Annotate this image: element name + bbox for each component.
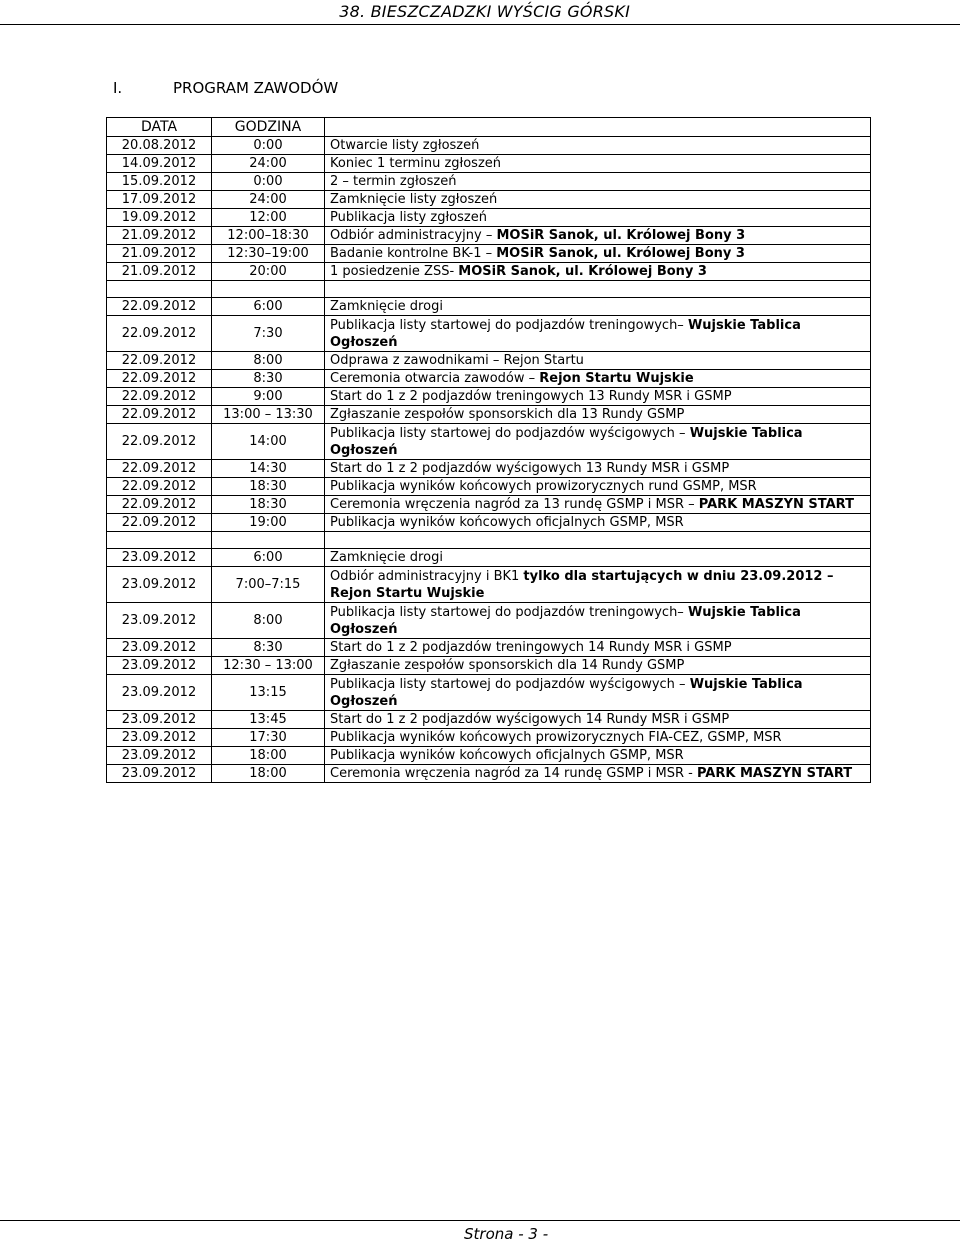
- document-header-title: 38. BIESZCZADZKI WYŚCIG GÓRSKI: [339, 2, 630, 21]
- date-cell: 22.09.2012: [107, 370, 212, 388]
- time-cell: 19:00: [212, 514, 325, 532]
- table-row: [107, 370, 871, 388]
- schedule-table: [106, 117, 871, 783]
- date-cell: 22.09.2012: [107, 406, 212, 424]
- date-cell: 23.09.2012: [107, 675, 212, 711]
- description-text: Publikacja listy startowej do podjazdów treningowych–: [330, 604, 688, 620]
- description-cell: [325, 245, 871, 263]
- time-cell: 8:00: [212, 352, 325, 370]
- time-cell: 13:15: [212, 675, 325, 711]
- description-cell: [325, 352, 871, 370]
- time-cell: 24:00: [212, 155, 325, 173]
- time-cell: 7:30: [212, 316, 325, 352]
- description-text: Publikacja wyników końcowych prowizorycznych rund GSMP, MSR: [330, 479, 757, 494]
- table-header-row: [107, 118, 871, 137]
- description-cell: [325, 388, 871, 406]
- date-cell: 23.09.2012: [107, 567, 212, 603]
- time-cell: 13:00 – 13:30: [212, 406, 325, 424]
- section-heading: [113, 79, 338, 97]
- time-cell: 8:30: [212, 639, 325, 657]
- empty-cell: [107, 532, 212, 549]
- footer-divider: [0, 1220, 960, 1221]
- description-cell: [325, 657, 871, 675]
- description-highlight: PARK MASZYN START: [698, 497, 854, 512]
- description-text: Ceremonia otwarcia zawodów –: [330, 371, 540, 386]
- column-header-description: [325, 118, 871, 137]
- description-text: Start do 1 z 2 podjazdów wyścigowych 14 Rundy MSR i GSMP: [330, 712, 730, 727]
- time-cell: 24:00: [212, 191, 325, 209]
- date-cell: 22.09.2012: [107, 424, 212, 460]
- date-cell: 21.09.2012: [107, 227, 212, 245]
- description-cell: [325, 460, 871, 478]
- table-row: [107, 514, 871, 532]
- description-highlight: MOSiR Sanok, ul. Królowej Bony 3: [496, 228, 746, 243]
- time-cell: 6:00: [212, 549, 325, 567]
- table-row: [107, 424, 871, 460]
- table-row: [107, 729, 871, 747]
- date-cell: 21.09.2012: [107, 245, 212, 263]
- description-cell: [325, 137, 871, 155]
- description-text: 1 posiedzenie ZSS-: [330, 264, 459, 279]
- date-cell: 22.09.2012: [107, 496, 212, 514]
- time-cell: 0:00: [212, 173, 325, 191]
- description-text: Start do 1 z 2 podjazdów treningowych 13 Rundy MSR i GSMP: [330, 389, 732, 404]
- section-title: PROGRAM ZAWODÓW: [173, 79, 339, 97]
- description-cell: [325, 370, 871, 388]
- date-cell: 19.09.2012: [107, 209, 212, 227]
- description-text: 2 – termin zgłoszeń: [330, 174, 457, 189]
- table-row: [107, 549, 871, 567]
- description-highlight: MOSiR Sanok, ul. Królowej Bony 3: [496, 246, 745, 261]
- time-cell: 8:30: [212, 370, 325, 388]
- description-cell: [325, 227, 871, 245]
- time-cell: 6:00: [212, 298, 325, 316]
- description-cell: [325, 765, 871, 783]
- description-highlight: tylko dla startujących w dniu 23.09.2012 – Rejon Startu Wujskie: [330, 568, 834, 601]
- description-cell: [325, 603, 871, 639]
- table-row: [107, 352, 871, 370]
- time-cell: 18:00: [212, 747, 325, 765]
- date-cell: 22.09.2012: [107, 316, 212, 352]
- description-text: Publikacja wyników końcowych prowizorycznych FIA-CEZ, GSMP, MSR: [330, 730, 782, 745]
- time-cell: 18:30: [212, 478, 325, 496]
- description-text: Zgłaszanie zespołów sponsorskich dla 13 Rundy GSMP: [330, 407, 685, 422]
- description-text: Odbiór administracyjny i BK1: [330, 568, 524, 584]
- description-text: Start do 1 z 2 podjazdów treningowych 14 Rundy MSR i GSMP: [330, 640, 732, 655]
- table-row: [107, 639, 871, 657]
- table-row: [107, 603, 871, 639]
- description-cell: [325, 316, 871, 352]
- date-cell: 23.09.2012: [107, 729, 212, 747]
- date-cell: 22.09.2012: [107, 460, 212, 478]
- table-row: [107, 675, 871, 711]
- date-cell: 22.09.2012: [107, 298, 212, 316]
- description-text: Zamknięcie drogi: [330, 299, 443, 314]
- description-cell: [325, 567, 871, 603]
- description-cell: [325, 298, 871, 316]
- description-cell: [325, 209, 871, 227]
- table-row: [107, 191, 871, 209]
- description-cell: [325, 155, 871, 173]
- description-cell: [325, 514, 871, 532]
- time-cell: 14:00: [212, 424, 325, 460]
- date-cell: 22.09.2012: [107, 352, 212, 370]
- time-cell: 12:30–19:00: [212, 245, 325, 263]
- time-cell: 0:00: [212, 137, 325, 155]
- column-header-time: GODZINA: [212, 118, 325, 137]
- time-cell: 12:00: [212, 209, 325, 227]
- date-cell: 22.09.2012: [107, 388, 212, 406]
- table-row: [107, 765, 871, 783]
- table-row: [107, 567, 871, 603]
- time-cell: 12:30 – 13:00: [212, 657, 325, 675]
- description-text: Ceremonia wręczenia nagród za 13 rundę GSMP i MSR –: [330, 497, 699, 512]
- date-cell: 22.09.2012: [107, 478, 212, 496]
- table-row: [107, 298, 871, 316]
- table-row: [107, 227, 871, 245]
- description-text: Ceremonia wręczenia nagród za 14 rundę GSMP i MSR -: [330, 766, 697, 781]
- table-row: [107, 496, 871, 514]
- description-text: Publikacja wyników końcowych oficjalnych GSMP, MSR: [330, 515, 684, 530]
- time-cell: 18:30: [212, 496, 325, 514]
- time-cell: 8:00: [212, 603, 325, 639]
- empty-cell: [325, 532, 871, 549]
- description-cell: [325, 191, 871, 209]
- description-cell: [325, 424, 871, 460]
- description-highlight: Rejon Startu Wujskie: [539, 371, 694, 386]
- empty-cell: [325, 281, 871, 298]
- description-cell: [325, 711, 871, 729]
- date-cell: 20.08.2012: [107, 137, 212, 155]
- description-text: Koniec 1 terminu zgłoszeń: [330, 156, 502, 171]
- description-highlight: MOSiR Sanok, ul. Królowej Bony 3: [458, 264, 707, 279]
- description-text: Badanie kontrolne BK-1 –: [330, 246, 497, 261]
- description-cell: [325, 496, 871, 514]
- description-text: Zamknięcie listy zgłoszeń: [330, 192, 498, 207]
- date-cell: 23.09.2012: [107, 549, 212, 567]
- description-text: Publikacja listy startowej do podjazdów wyścigowych –: [330, 425, 690, 441]
- date-cell: 23.09.2012: [107, 747, 212, 765]
- column-header-date: DATA: [107, 118, 212, 137]
- description-text: Publikacja wyników końcowych oficjalnych GSMP, MSR: [330, 748, 684, 763]
- table-row: [107, 137, 871, 155]
- description-highlight: Wujskie Tablica Ogłoszeń: [330, 425, 803, 458]
- description-text: Start do 1 z 2 podjazdów wyścigowych 13 Rundy MSR i GSMP: [330, 461, 730, 476]
- date-cell: 17.09.2012: [107, 191, 212, 209]
- date-cell: 21.09.2012: [107, 263, 212, 281]
- schedule-table-body: [107, 118, 871, 783]
- description-text: Publikacja listy startowej do podjazdów wyścigowych –: [330, 676, 690, 692]
- table-row: [107, 406, 871, 424]
- date-cell: 15.09.2012: [107, 173, 212, 191]
- description-cell: [325, 263, 871, 281]
- table-spacer-row: [107, 281, 871, 298]
- table-row: [107, 173, 871, 191]
- description-text: Otwarcie listy zgłoszeń: [330, 138, 480, 153]
- empty-cell: [107, 281, 212, 298]
- time-cell: 13:45: [212, 711, 325, 729]
- time-cell: 12:00–18:30: [212, 227, 325, 245]
- date-cell: 23.09.2012: [107, 639, 212, 657]
- page-number: Strona - 3 -: [464, 1225, 549, 1243]
- description-highlight: PARK MASZYN START: [696, 766, 853, 781]
- date-cell: 23.09.2012: [107, 711, 212, 729]
- table-spacer-row: [107, 532, 871, 549]
- header-divider: [0, 24, 960, 25]
- date-cell: 23.09.2012: [107, 603, 212, 639]
- table-row: [107, 460, 871, 478]
- time-cell: 18:00: [212, 765, 325, 783]
- description-highlight: Wujskie Tablica Ogłoszeń: [330, 317, 801, 350]
- table-row: [107, 245, 871, 263]
- empty-cell: [212, 532, 325, 549]
- time-cell: 14:30: [212, 460, 325, 478]
- time-cell: 20:00: [212, 263, 325, 281]
- description-text: Zgłaszanie zespołów sponsorskich dla 14 Rundy GSMP: [330, 658, 685, 673]
- table-row: [107, 263, 871, 281]
- description-cell: [325, 747, 871, 765]
- time-cell: 17:30: [212, 729, 325, 747]
- empty-cell: [212, 281, 325, 298]
- date-cell: 23.09.2012: [107, 657, 212, 675]
- description-cell: [325, 639, 871, 657]
- description-text: Odprawa z zawodnikami – Rejon Startu: [330, 353, 584, 368]
- description-cell: [325, 406, 871, 424]
- table-row: [107, 316, 871, 352]
- date-cell: 23.09.2012: [107, 765, 212, 783]
- table-row: [107, 657, 871, 675]
- time-cell: 7:00–7:15: [212, 567, 325, 603]
- description-cell: [325, 478, 871, 496]
- description-highlight: Wujskie Tablica Ogłoszeń: [330, 604, 801, 637]
- description-text: Publikacja listy startowej do podjazdów treningowych–: [330, 317, 688, 333]
- description-text: Odbiór administracyjny –: [330, 228, 497, 243]
- description-cell: [325, 729, 871, 747]
- description-cell: [325, 675, 871, 711]
- table-row: [107, 155, 871, 173]
- date-cell: 22.09.2012: [107, 514, 212, 532]
- table-row: [107, 711, 871, 729]
- table-row: [107, 388, 871, 406]
- description-cell: [325, 173, 871, 191]
- table-row: [107, 209, 871, 227]
- description-highlight: Wujskie Tablica Ogłoszeń: [330, 676, 803, 709]
- date-cell: 14.09.2012: [107, 155, 212, 173]
- section-number: I.: [113, 79, 123, 97]
- table-row: [107, 747, 871, 765]
- description-text: Publikacja listy zgłoszeń: [330, 210, 487, 225]
- table-row: [107, 478, 871, 496]
- time-cell: 9:00: [212, 388, 325, 406]
- description-cell: [325, 549, 871, 567]
- description-text: Zamknięcie drogi: [330, 550, 443, 565]
